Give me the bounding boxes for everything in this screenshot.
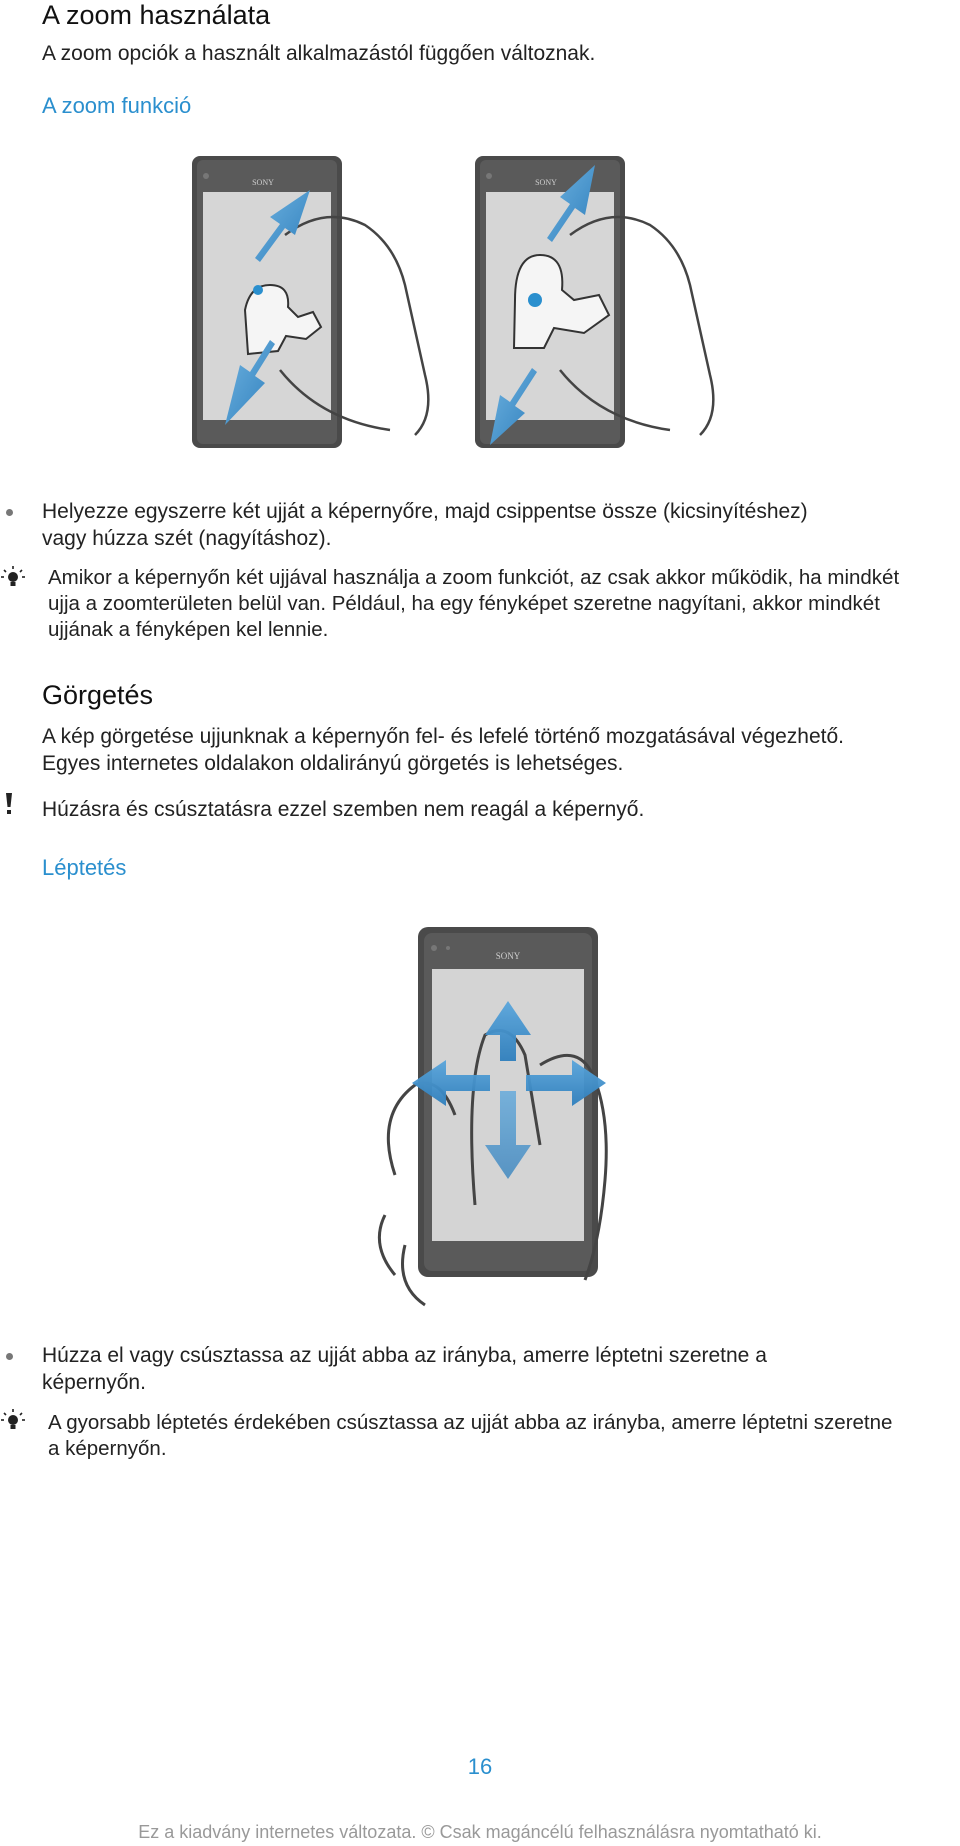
lightbulb-icon (0, 1407, 26, 1433)
zoom-tip-line-2: ujja a zoomterületen belül van. Például, ha egy fényképet szeretne nagyítani, akkor mindkét (48, 592, 880, 615)
phone-left-graphic (192, 156, 428, 448)
exclamation-icon (4, 792, 14, 816)
lightbulb-icon (0, 564, 26, 590)
phone-left-brand: SONY (252, 178, 274, 187)
page-number: 16 (467, 1754, 493, 1779)
scroll-warning: Húzásra és csúsztatásra ezzel szemben nem reagál a képernyő. (42, 798, 645, 821)
bullet-icon (6, 1353, 13, 1360)
phone-right-brand: SONY (535, 178, 557, 187)
page-title: A zoom használata (42, 0, 271, 30)
phone-right-graphic (475, 156, 713, 448)
zoom-tip-line-1: Amikor a képernyőn két ujjával használja a zoom funkciót, az csak akkor működik, ha mindkét (48, 566, 900, 589)
scroll-intro-line-2: Egyes internetes oldalakon oldalirányú görgetés is lehetséges. (42, 752, 624, 775)
zoom-bullet-line-2: vagy húzza szét (nagyításhoz). (42, 527, 332, 550)
zoom-illustration (170, 140, 840, 480)
footer-note: Ez a kiadvány internetes változata. © Csak magáncélú felhasználásra nyomtatható ki. (138, 1822, 822, 1842)
scroll-bullet-line-2: képernyőn. (42, 1371, 146, 1394)
scroll-illustration (350, 905, 670, 1325)
scroll-phone-brand: SONY (495, 951, 521, 961)
scroll-tip-line-2: a képernyőn. (48, 1437, 167, 1460)
bullet-icon (6, 509, 13, 516)
scroll-tip-line-1: A gyorsabb léptetés érdekében csúsztassa az ujját abba az irányba, amerre léptetni szeretne (48, 1411, 893, 1434)
scroll-intro-line-1: A kép görgetése ujjunknak a képernyőn fel- és lefelé történő mozgatásával végezhető. (42, 725, 845, 748)
zoom-bullet-line-1: Helyezze egyszerre két ujját a képernyőre, majd csippentse össze (kicsinyítéshez) (42, 500, 808, 523)
zoom-tip-line-3: ujjának a fényképen kel lennie. (48, 618, 329, 641)
scroll-bullet-line-1: Húzza el vagy csúsztassa az ujját abba az irányba, amerre léptetni szeretne a (42, 1344, 767, 1367)
scroll-subheading: Léptetés (42, 855, 127, 880)
zoom-intro: A zoom opciók a használt alkalmazástól függően változnak. (42, 42, 596, 65)
scroll-title: Görgetés (42, 680, 154, 710)
zoom-subheading: A zoom funkció (42, 93, 192, 118)
